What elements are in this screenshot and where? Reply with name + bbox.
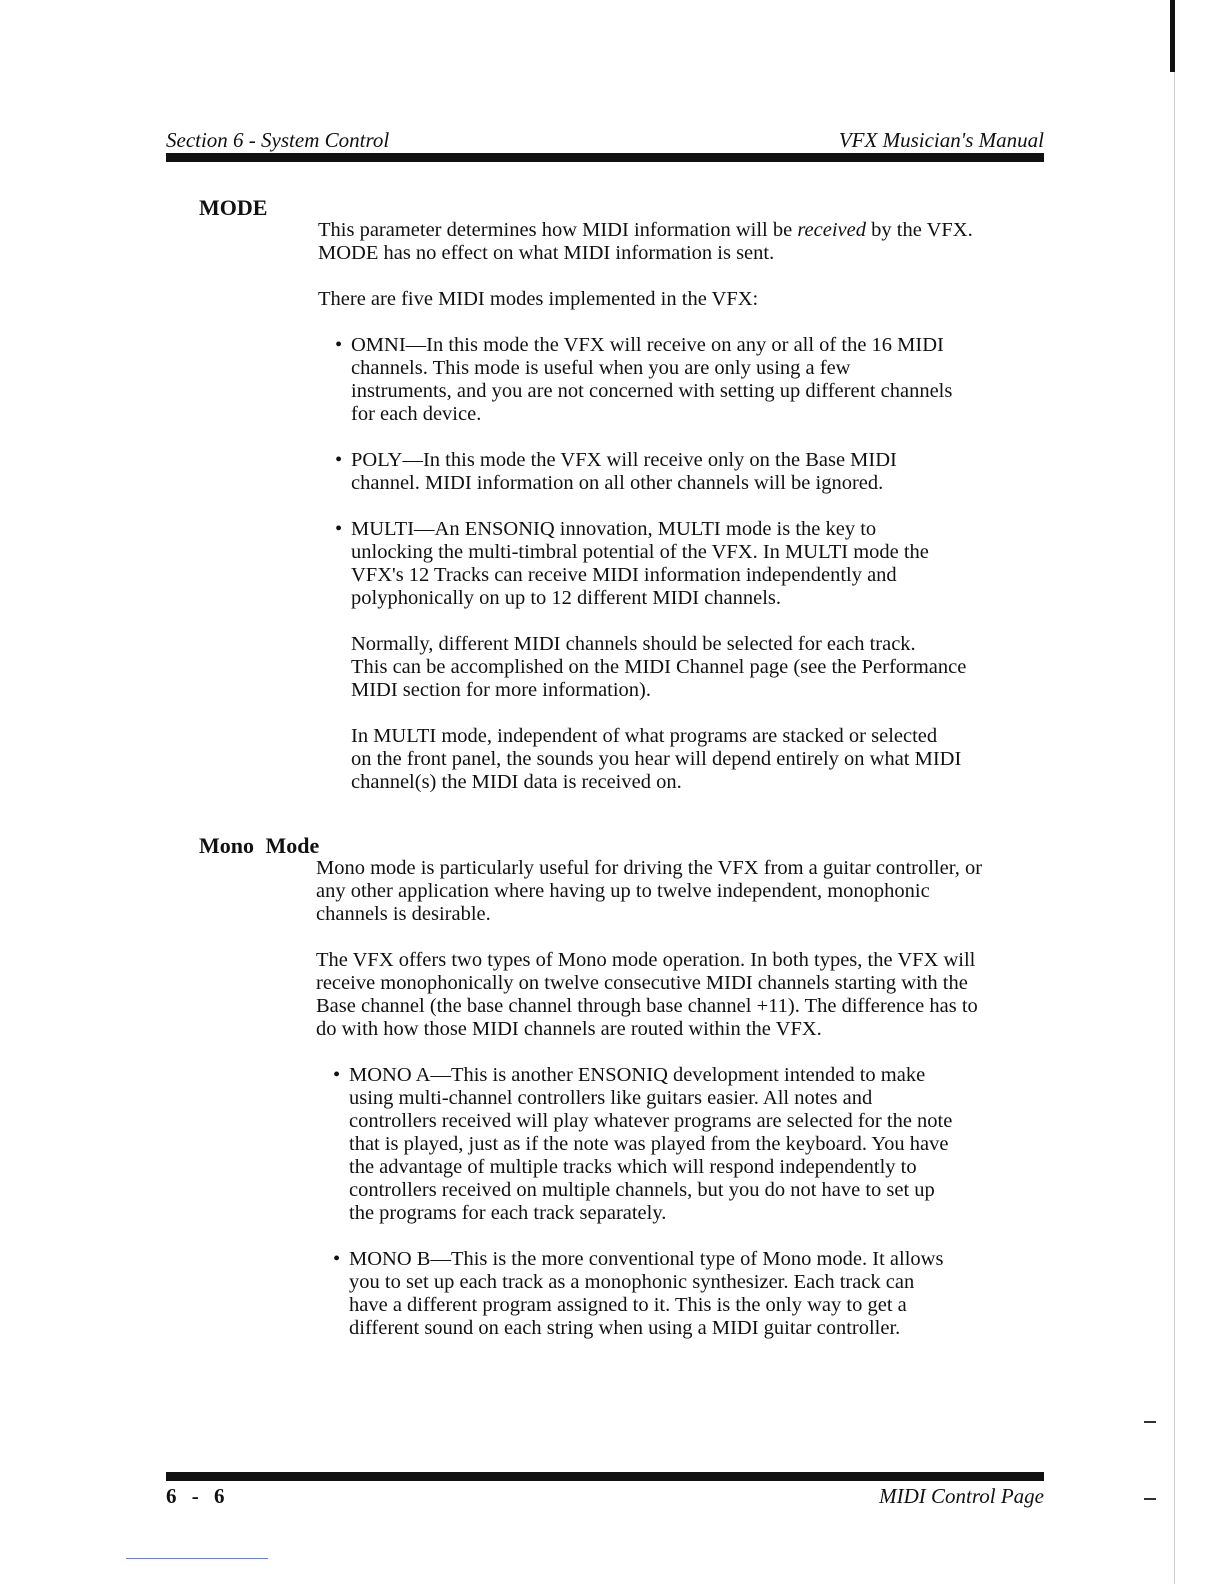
multi-description: MULTI—An ENSONIQ innovation, MULTI mode is the key to unlocking the multi-timbral potential of the VFX. In MULTI mode the VFX's 12 Tracks can receive MIDI information independently and polyphonically on up to 12 different MIDI channels. [351,518,929,609]
mode-intro-line: This parameter determines how MIDI information will be received by the VFX. [318,219,973,241]
scan-edge-mark [1170,0,1175,72]
running-footer-title: MIDI Control Page [879,1484,1044,1508]
bullet-icon: • [335,334,343,356]
emphasis-received: received [797,219,867,241]
mode-section-body [318,219,973,817]
list-item-mono-b: • MONO B—This is the more conventional type of Mono mode. It allows you to set up each track as a monophonic synthesizer. Each track can have a different program assigned to it. This is the only way to get a different sound on each string when using a MIDI guitar controller. [333,1248,944,1339]
mode-heading: MODE [199,195,268,220]
list-item-poly: • POLY—In this mode the VFX will receive only on the Base MIDI channel. MIDI information on all other channels will be ignored. [335,449,897,494]
mode-intro-line: MODE has no effect on what MIDI information is sent. [318,242,775,264]
running-header-manual-title: VFX Musician's Manual [838,128,1044,152]
page-number: 6 - 6 [166,1484,230,1508]
mono-types-paragraph: The VFX offers two types of Mono mode operation. In both types, the VFX will receive monophonically on twelve consecutive MIDI channels starting with the Base channel (the base channel through base channel +11). The difference has to do with how those MIDI channels are routed within the VFX. [316,949,978,1040]
mono-section-body [316,857,982,1363]
scan-edge-tick [1144,1421,1156,1423]
bullet-icon: • [333,1248,341,1270]
list-item-mono-a: • MONO A—This is another ENSONIQ development intended to make using multi-channel controllers like guitars easier. All notes and controllers received will play whatever programs are selected for the note that is played, just as if the note was played from the keyboard. You have the advantage of multiple tracks which will respond independently to controllers received on multiple channels, but you do not have to set up the programs for each track separately. [333,1064,953,1224]
list-item-multi [318,518,973,794]
mono-mode-heading: Mono Mode [199,833,320,858]
list-item-omni: • OMNI—In this mode the VFX will receive on any or all of the 16 MIDI channels. This mode is useful when you are only using a few instruments, and you are not concerned with setting up different channels for each device. [335,334,953,425]
mono-intro-paragraph: Mono mode is particularly useful for driving the VFX from a guitar controller, or any other application where having up to twelve independent, monophonic channels is desirable. [316,857,983,925]
bullet-icon: • [335,518,343,540]
multi-note-channels: Normally, different MIDI channels should be selected for each track. This can be accomplished on the MIDI Channel page (see the Performance MIDI section for more information). [351,633,967,701]
modes-intro-paragraph: There are five MIDI modes implemented in the VFX: [318,288,759,310]
mode-intro-paragraph [318,219,973,265]
multi-note-front-panel: In MULTI mode, independent of what programs are stacked or selected on the front panel, the sounds you hear will depend entirely on what MIDI channel(s) the MIDI data is received on. [351,725,962,793]
bullet-icon: • [333,1064,341,1086]
scan-edge-tick [1144,1498,1156,1500]
scan-edge-line [1174,0,1175,1584]
bullet-icon: • [335,449,343,471]
footer-rule [166,1472,1044,1481]
scan-footnote-line [126,1558,268,1559]
header-rule [166,153,1044,162]
running-header-section: Section 6 - System Control [166,128,390,152]
